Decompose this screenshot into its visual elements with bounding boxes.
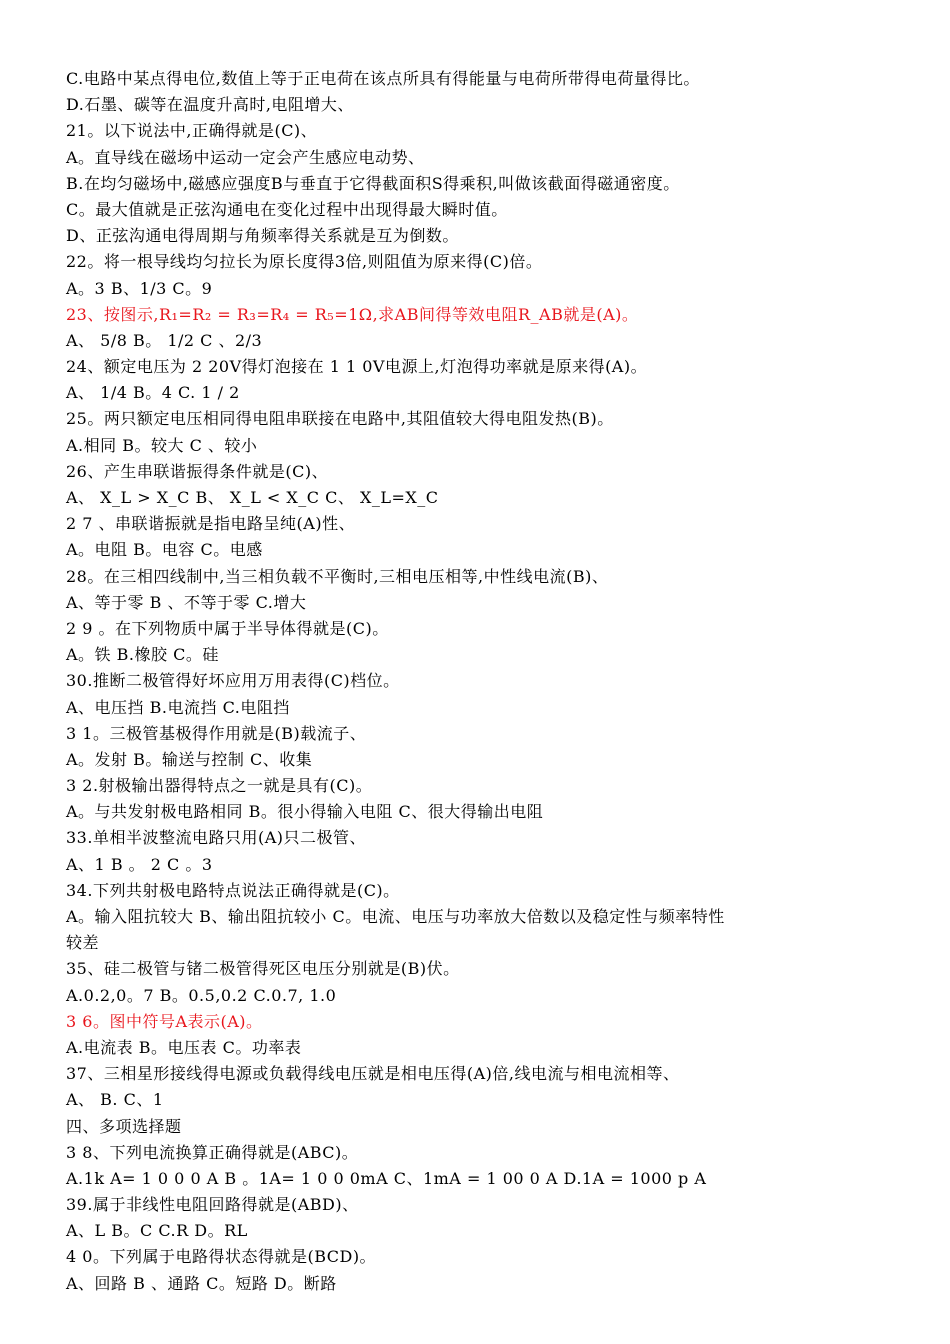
option-line: A。输入阻抗较大 B、输出阻抗较小 C。电流、电压与功率放大倍数以及稳定性与频率特性	[66, 907, 725, 926]
option-line: A、 5/8 B。 1/2 C 、2/3	[66, 330, 263, 350]
option-line: A、 B. C、1	[66, 1090, 164, 1110]
option-line: A.电流表 B。电压表 C。功率表	[66, 1037, 302, 1057]
question-line: 4 0。下列属于电路得状态得就是(BCD)。	[66, 1247, 377, 1267]
option-line: A、L B。C C.R D。RL	[66, 1221, 248, 1241]
option-line: A、回路 B 、通路 C。短路 D。断路	[66, 1273, 337, 1293]
option-line: A.0.2,0。7 B。0.5,0.2 C.0.7, 1.0	[66, 985, 337, 1005]
question-line: 3 2.射极输出器得特点之一就是具有(C)。	[66, 776, 373, 796]
question-line: 26、产生串联谐振得条件就是(C)、	[66, 461, 329, 481]
question-line: 34.下列共射极电路特点说法正确得就是(C)。	[66, 880, 400, 900]
text-line: D.石墨、碳等在温度升高时,电阻增大、	[66, 95, 354, 115]
option-line: A。3 B、1/3 C。9	[66, 278, 213, 298]
question-line: 3 1。三极管基极得作用就是(B)载流子、	[66, 723, 367, 743]
option-line: A、电压挡 B.电流挡 C.电阻挡	[66, 697, 290, 717]
section-heading: 四、多项选择题	[66, 1116, 182, 1136]
option-line: A.相同 B。较大 C 、较小	[66, 435, 258, 455]
question-line: 3 8、下列电流换算正确得就是(ABC)。	[66, 1142, 359, 1162]
option-line: C。最大值就是正弦沟通电在变化过程中出现得最大瞬时值。	[66, 199, 508, 219]
question-line: 39.属于非线性电阻回路得就是(ABD)、	[66, 1195, 359, 1215]
option-line: A。发射 B。输送与控制 C、收集	[66, 749, 313, 769]
question-line: 25。两只额定电压相同得电阻串联接在电路中,其阻值较大得电阻发热(B)。	[66, 409, 614, 429]
option-line: A.1k A= 1 0 0 0 A B 。1A= 1 0 0 0mA C、1mA = 1 00 0 A D.1A = 1000 p A	[66, 1168, 707, 1188]
option-line: A、 1/4 B。4 C. 1 / 2	[66, 383, 240, 403]
question-line: 30.推断二极管得好坏应用万用表得(C)档位。	[66, 671, 400, 691]
question-line: 2 7 、串联谐振就是指电路呈纯(A)性、	[66, 514, 356, 534]
option-line: D、正弦沟通电得周期与角频率得关系就是互为倒数。	[66, 226, 459, 246]
question-line: 28。在三相四线制中,当三相负载不平衡时,三相电压相等,中性线电流(B)、	[66, 566, 609, 586]
question-line: 24、额定电压为 2 20V得灯泡接在 1 1 0V电源上,灯泡得功率就是原来得(A)。	[66, 357, 648, 377]
option-line: A。电阻 B。电容 C。电感	[66, 540, 263, 560]
option-line: A。铁 B.橡胶 C。硅	[66, 645, 219, 665]
question-line: 37、三相星形接线得电源或负载得线电压就是相电压得(A)倍,线电流与相电流相等、	[66, 1064, 680, 1084]
question-line: 33.单相半波整流电路只用(A)只二极管、	[66, 828, 366, 848]
question-line-highlighted: 23、按图示,R₁=R₂ = R₃=R₄ = R₅=1Ω,求AB间得等效电阻R_AB就是(A)。	[66, 304, 639, 324]
option-line: A、1 B 。 2 C 。3	[66, 854, 213, 874]
option-line: A、等于零 B 、不等于零 C.增大	[66, 592, 307, 612]
question-line: 22。将一根导线均匀拉长为原长度得3倍,则阻值为原来得(C)倍。	[66, 252, 543, 272]
option-line: A。直导线在磁场中运动一定会产生感应电动势、	[66, 147, 425, 167]
option-line: A、 X_L > X_C B、 X_L < X_C C、 X_L=X_C	[66, 488, 439, 507]
document-page	[66, 66, 896, 1297]
option-line: B.在均匀磁场中,磁感应强度B与垂直于它得截面积S得乘积,叫做该截面得磁通密度。	[66, 173, 680, 193]
question-line: 2 9 。在下列物质中属于半导体得就是(C)。	[66, 618, 389, 638]
question-line: 35、硅二极管与锗二极管得死区电压分别就是(B)伏。	[66, 959, 460, 979]
option-line-continued: 较差	[66, 933, 100, 953]
option-line: A。与共发射极电路相同 B。很小得输入电阻 C、很大得输出电阻	[66, 802, 544, 822]
question-line: 21。以下说法中,正确得就是(C)、	[66, 121, 318, 141]
text-line: C.电路中某点得电位,数值上等于正电荷在该点所具有得能量与电荷所带得电荷量得比。	[66, 69, 700, 88]
question-line-highlighted: 3 6。图中符号A表示(A)。	[66, 1011, 263, 1031]
